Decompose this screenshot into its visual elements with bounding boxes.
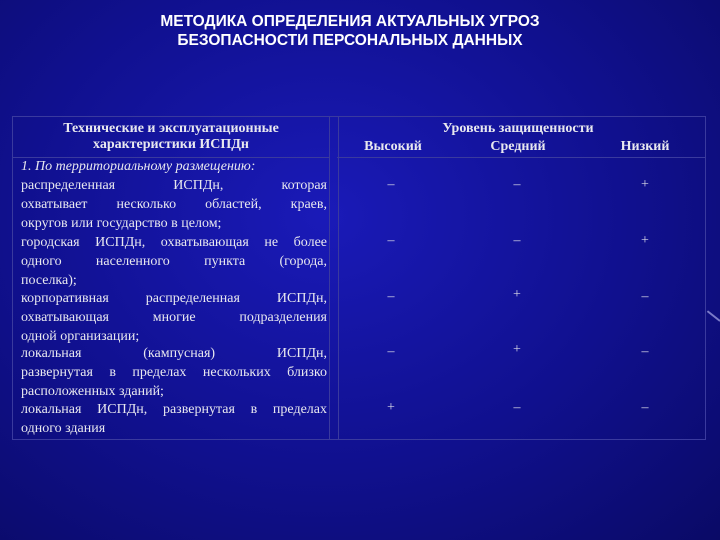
decorative-line (707, 310, 720, 321)
header-separator-right (337, 157, 705, 158)
table-row-text (21, 344, 327, 401)
mark-medium: – (513, 400, 521, 415)
row-line: развернутая в пределах нескольких близко (21, 365, 327, 380)
row-line: округов или государство в целом; (21, 216, 222, 231)
mark-low: – (641, 344, 649, 359)
slide-title-line2: БЕЗОПАСНОСТИ ПЕРСОНАЛЬНЫХ ДАННЫХ (177, 32, 523, 49)
row-line: одной организации; (21, 329, 140, 344)
table-row-text (21, 289, 327, 346)
mark-high: – (387, 177, 395, 192)
section-title: 1. По территориальному размещению: (21, 159, 256, 174)
mark-high: – (387, 289, 395, 304)
mark-low: – (641, 400, 649, 415)
level-high-header: Высокий (364, 139, 422, 154)
characteristics-header-line2: характеристики ИСПДн (93, 137, 249, 152)
row-line: одного населенного пункта (города, (21, 254, 327, 269)
row-line: корпоративная распределенная ИСПДн, (21, 291, 327, 306)
row-line: городская ИСПДн, охватывающая не более (21, 235, 327, 250)
mark-medium: + (513, 342, 521, 357)
table-row-text (21, 233, 327, 290)
row-line: одного здания (21, 421, 106, 436)
slide-title-line1: МЕТОДИКА ОПРЕДЕЛЕНИЯ АКТУАЛЬНЫХ УГРОЗ (160, 13, 540, 30)
mark-low: – (641, 289, 649, 304)
level-low-header: Низкий (620, 139, 670, 154)
table-row-text (21, 176, 327, 233)
mark-low: + (641, 233, 649, 248)
row-line: поселка); (21, 273, 77, 288)
column-divider (329, 117, 339, 439)
slide-title (0, 12, 700, 50)
row-line: охватывающая многие подразделения (21, 310, 327, 325)
row-line: распределенная ИСПДн, которая (21, 178, 327, 193)
table-row-text (21, 400, 327, 438)
level-medium-header: Средний (490, 139, 546, 154)
mark-high: – (387, 344, 395, 359)
characteristics-header (13, 121, 329, 153)
threat-table (12, 116, 706, 440)
row-line: охватывает несколько областей, краев, (21, 197, 327, 212)
mark-low: + (641, 177, 649, 192)
protection-level-header: Уровень защищенности (442, 121, 594, 136)
mark-high: + (387, 400, 395, 415)
mark-high: – (387, 233, 395, 248)
mark-medium: – (513, 177, 521, 192)
row-line: расположенных зданий; (21, 384, 164, 399)
row-line: локальная (кампусная) ИСПДн, (21, 346, 327, 361)
characteristics-header-line1: Технические и эксплуатационные (63, 121, 279, 136)
mark-medium: – (513, 233, 521, 248)
row-line: локальная ИСПДн, развернутая в пределах (21, 402, 327, 417)
mark-medium: + (513, 287, 521, 302)
